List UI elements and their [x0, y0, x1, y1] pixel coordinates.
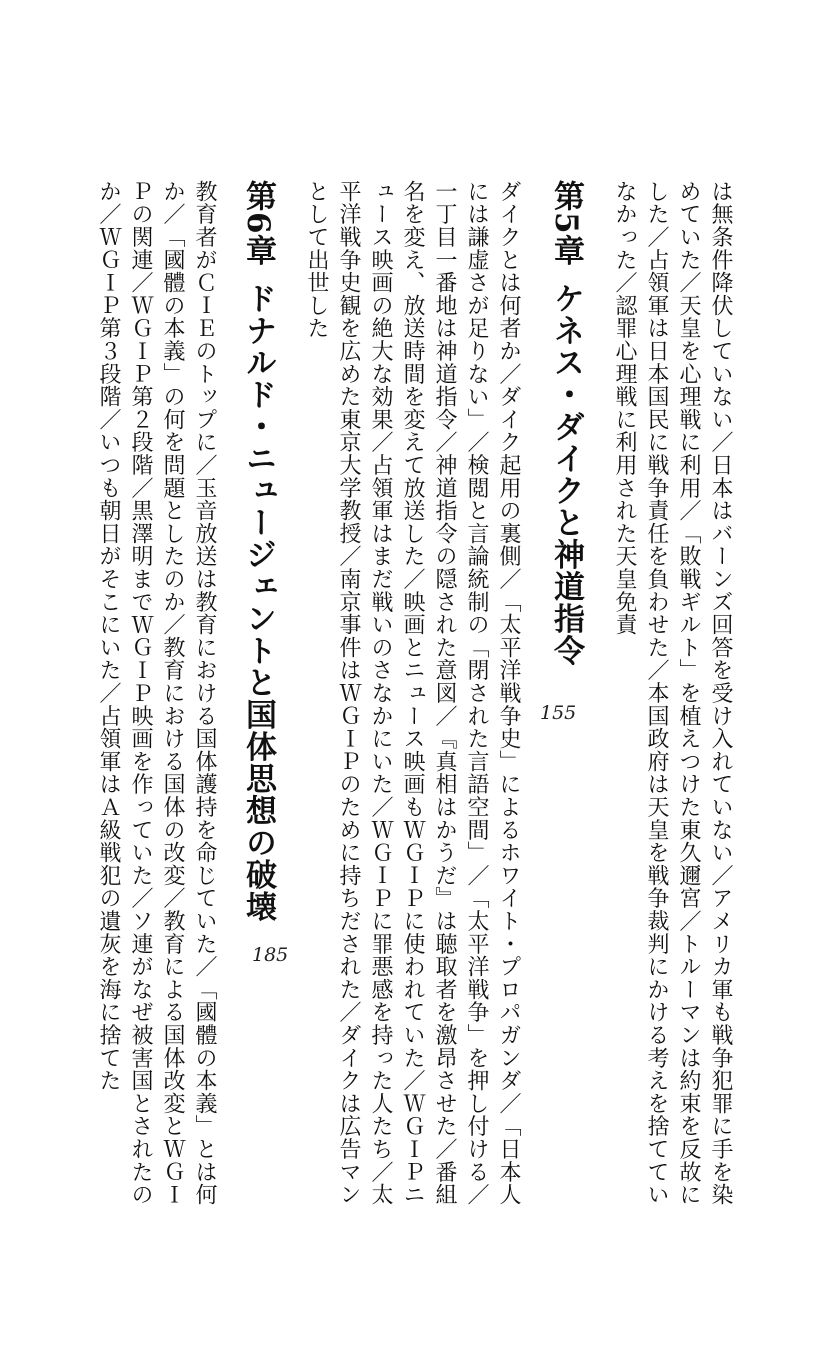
chapter-6-heading: [239, 180, 275, 923]
body-line: か／「國體の本義」の何を問題としたのか／教育における国体の改変／教育による国体改変とＷＧＩ: [160, 180, 185, 1206]
body-line: は無条件降伏していない／日本はバーンズ回答を受け入れていない／アメリカ軍も戦争犯罪に手を染: [708, 180, 733, 1206]
chapter-5-number: 第5章: [548, 180, 584, 267]
body-line: として出世した: [304, 180, 329, 340]
body-line: ダイクとは何者か／ダイク起用の裏側／「太平洋戦争史」によるホワイト・プロパガンダ／「日本人: [496, 180, 521, 1206]
chapter-5-heading: [547, 180, 583, 667]
body-line: か／ＷＧＩＰ第３段階／いつも朝日がそこにいた／占領軍はＡ級戦犯の遺灰を海に捨てた: [96, 180, 121, 1092]
body-line: Ｐの関連／ＷＧＩＰ第２段階／黒澤明までＷＧＩＰ映画を作っていた／ソ連がなぜ被害国とされたの: [128, 180, 153, 1206]
body-line: 名を変え、放送時間を変えて放送した／映画とニュース映画もＷＧＩＰに使われていた／ＷＧＩＰニ: [400, 180, 425, 1206]
body-line: めていた／天皇を心理戦に利用／「敗戦ギルト」を植えつけた東久邇宮／トルーマンは約束を反故に: [676, 180, 701, 1206]
body-line: なかった／認罪心理戦に利用された天皇免責: [612, 180, 637, 636]
body-line: 教育者がＣＩＥのトップに／玉音放送は教育における国体護持を命じていた／「國體の本義」とは何: [192, 180, 217, 1206]
body-line: 一丁目一番地は神道指令／神道指令の隠された意図／『真相はかうだ』は聴取者を激昂させた／番組: [432, 180, 457, 1206]
chapter-6-number: 第6章: [240, 180, 276, 267]
chapter-5-page-number: 155: [540, 702, 577, 724]
body-line: には謙虚さが足りない」／検閲と言論統制の「閉された言語空間」／「太平洋戦争」を押し付ける／: [464, 180, 489, 1206]
body-line: ュース映画の絶大な効果／占領軍はまだ戦いのさなかにいた／ＷＧＩＰに罪悪感を持った人たち／太: [368, 180, 393, 1206]
chapter-5-title: ケネス・ダイクと神道指令: [548, 282, 584, 667]
body-line: 平洋戦争史観を広めた東京大学教授／南京事件はＷＧＩＰのために持ちだされた／ダイクは広告マン: [336, 180, 361, 1206]
chapter-6-page-number: 185: [252, 944, 289, 966]
chapter-6-title: ドナルド・ニュージェントと国体思想の破壊: [240, 282, 276, 923]
body-line: した／占領軍は日本国民に戦争責任を負わせた／本国政府は天皇を戦争裁判にかける考えを捨ててい: [644, 180, 669, 1206]
